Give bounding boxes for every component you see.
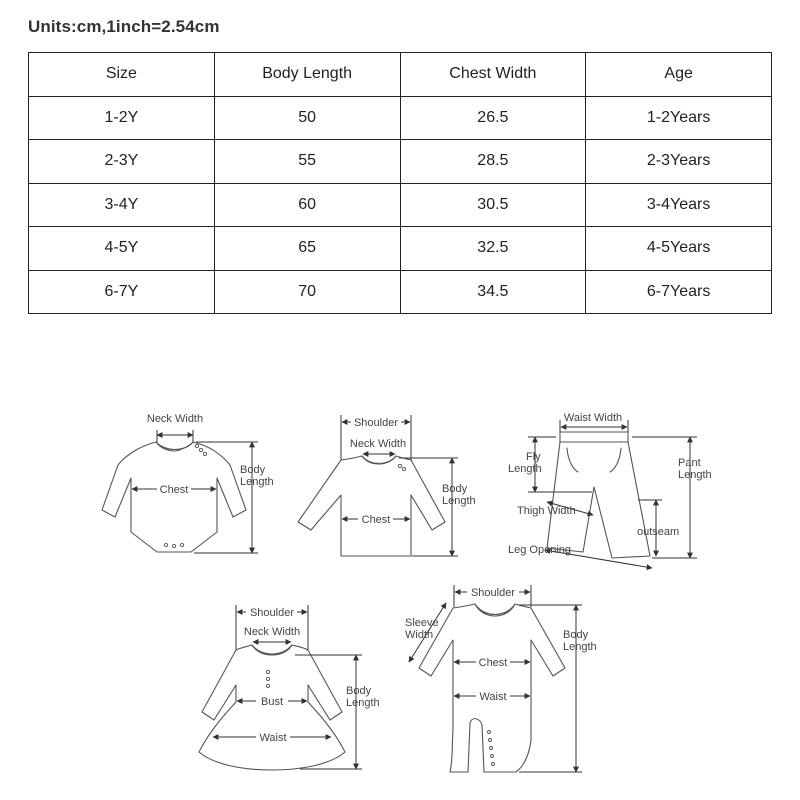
bodysuit-collar <box>156 442 193 451</box>
cell-body-length: 60 <box>214 183 400 227</box>
cell-body-length: 50 <box>214 96 400 140</box>
dress-collar <box>252 645 292 655</box>
label-body-length: Body <box>563 629 589 641</box>
romper-snap <box>491 755 494 758</box>
label-leg-opening: Leg Opening <box>508 544 571 556</box>
label-body-length-2: Length <box>240 476 274 488</box>
table-row <box>29 227 772 271</box>
label-body-length: Body <box>442 483 468 495</box>
top-button <box>402 467 405 470</box>
top-diagram <box>298 415 476 556</box>
romper-snap <box>488 731 491 734</box>
cell-size: 6-7Y <box>29 270 215 314</box>
bodysuit-outline <box>102 442 246 552</box>
dress-button <box>266 677 269 680</box>
cell-chest-width: 32.5 <box>400 227 586 271</box>
romper-diagram <box>405 585 597 772</box>
label-waist: Waist <box>259 732 287 744</box>
label-sleeve-width: Sleeve <box>405 617 439 629</box>
cell-chest-width: 26.5 <box>400 96 586 140</box>
label-bust: Bust <box>260 696 284 708</box>
top-button <box>398 464 401 467</box>
table-header-row <box>29 53 772 97</box>
bodysuit-diagram <box>102 413 274 553</box>
cell-chest-width: 28.5 <box>400 140 586 184</box>
cell-size: 4-5Y <box>29 227 215 271</box>
header-age: Age <box>586 53 772 97</box>
pants-diagram <box>508 412 712 568</box>
romper-collar <box>475 604 515 616</box>
cell-body-length: 55 <box>214 140 400 184</box>
units-note: Units:cm,1inch=2.54cm <box>28 17 220 36</box>
cell-body-length: 70 <box>214 270 400 314</box>
cell-size: 3-4Y <box>29 183 215 227</box>
pants-waistband <box>560 432 628 442</box>
romper-snap <box>492 763 495 766</box>
label-shoulder: Shoulder <box>353 417 399 429</box>
bodysuit-button <box>203 452 206 455</box>
bodysuit-snap <box>164 543 167 546</box>
header-chest-width: Chest Width <box>400 53 586 97</box>
label-body-length-2: Length <box>563 641 597 653</box>
bodysuit-button <box>195 444 198 447</box>
pants-outline <box>547 442 650 558</box>
bodysuit-button <box>199 448 202 451</box>
label-body-length-2: Length <box>442 495 476 507</box>
dress-button <box>266 670 269 673</box>
label-chest: Chest <box>159 484 189 496</box>
cell-size: 2-3Y <box>29 140 215 184</box>
pants-pocket <box>567 448 578 472</box>
label-waist-width: Waist Width <box>563 412 623 424</box>
label-chest: Chest <box>478 657 508 669</box>
cell-body-length: 65 <box>214 227 400 271</box>
label-shoulder: Shoulder <box>249 607 295 619</box>
label-neck-width: Neck Width <box>146 413 204 425</box>
pants-pocket <box>610 448 621 472</box>
table-row <box>29 183 772 227</box>
label-body-length: Body <box>346 685 372 697</box>
bodysuit-snap <box>172 544 175 547</box>
cell-chest-width: 30.5 <box>400 183 586 227</box>
table-row <box>29 96 772 140</box>
romper-snap <box>490 747 493 750</box>
label-pant-length: Pant <box>678 457 701 469</box>
label-body-length: Body <box>240 464 266 476</box>
cell-age: 3-4Years <box>586 183 772 227</box>
label-pant-length-2: Length <box>678 469 712 481</box>
cell-age: 1-2Years <box>586 96 772 140</box>
table-row <box>29 140 772 184</box>
label-neck-width: Neck Width <box>349 438 407 450</box>
label-chest: Chest <box>361 514 391 526</box>
label-sleeve-width-2: Width <box>405 629 434 641</box>
header-body-length: Body Length <box>214 53 400 97</box>
table-row <box>29 270 772 314</box>
label-neck-width: Neck Width <box>243 626 301 638</box>
dress-diagram <box>199 605 380 770</box>
label-fly-length: Fly <box>526 451 541 463</box>
cell-chest-width: 34.5 <box>400 270 586 314</box>
label-thigh-width: Thigh Width <box>517 505 576 517</box>
dress-button <box>266 684 269 687</box>
label-fly-length-2: Length <box>508 463 542 475</box>
label-body-length-2: Length <box>346 697 380 709</box>
label-outseam: outseam <box>637 526 680 538</box>
top-collar <box>362 456 396 464</box>
label-shoulder: Shoulder <box>470 587 516 599</box>
header-size: Size <box>29 53 215 97</box>
measurement-diagrams <box>0 400 800 800</box>
cell-age: 6-7Years <box>586 270 772 314</box>
label-waist: Waist <box>479 691 507 703</box>
cell-age: 2-3Years <box>586 140 772 184</box>
cell-size: 1-2Y <box>29 96 215 140</box>
bodysuit-snap <box>180 543 183 546</box>
top-outline <box>298 456 445 556</box>
size-chart-table <box>28 52 772 314</box>
cell-age: 4-5Years <box>586 227 772 271</box>
romper-snap <box>489 739 492 742</box>
